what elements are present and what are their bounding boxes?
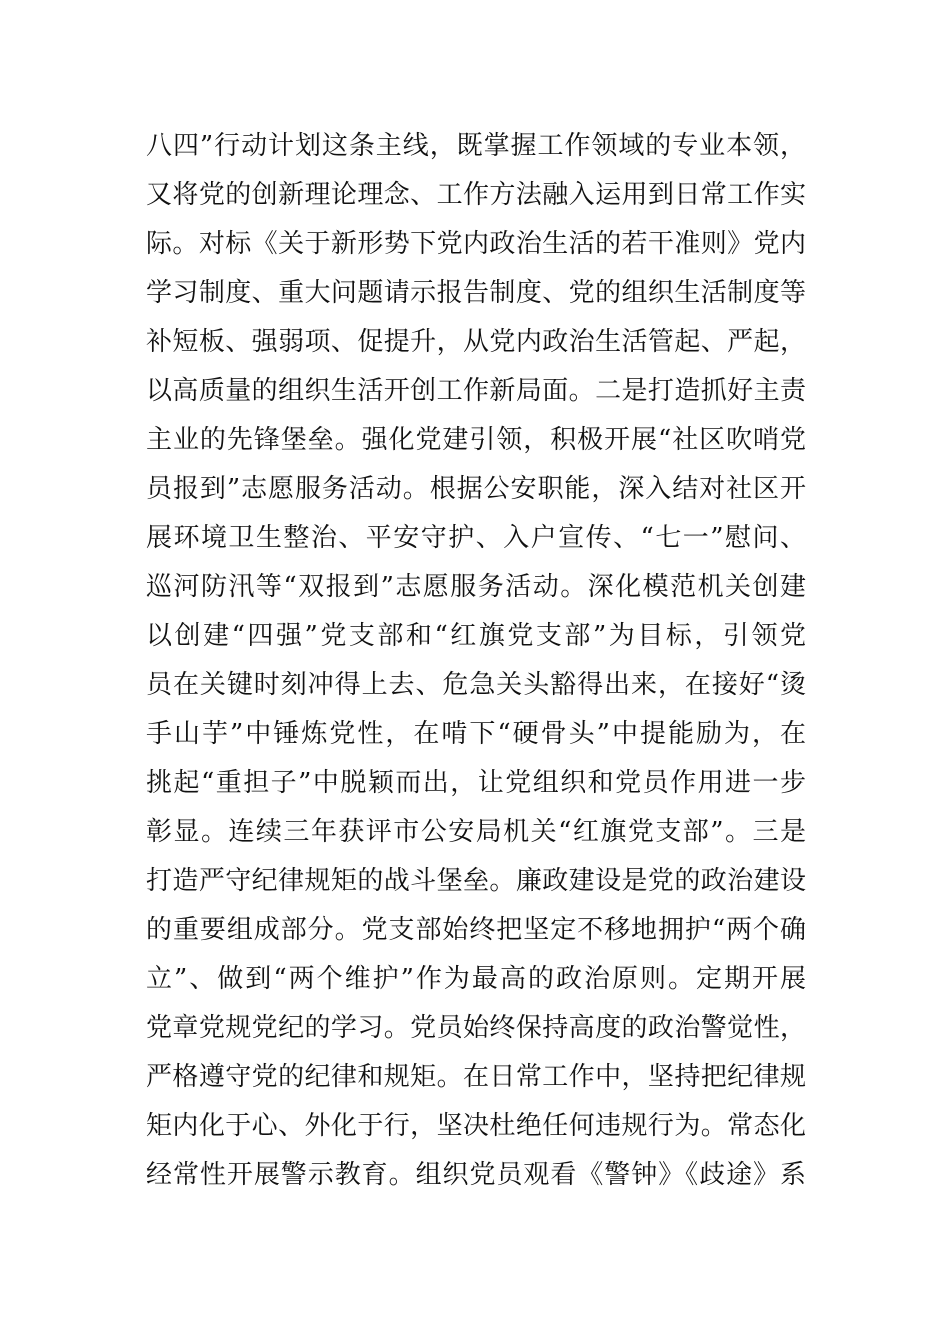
text-line: 打造严守纪律规矩的战斗堡垒。廉政建设是党的政治建设 bbox=[146, 866, 806, 896]
text-line: 员报到”志愿服务活动。根据公安职能，深入结对社区开 bbox=[146, 474, 806, 504]
text-line: 学习制度、重大问题请示报告制度、党的组织生活制度等 bbox=[146, 278, 806, 308]
text-line: 员在关键时刻冲得上去、危急关头豁得出来，在接好“烫 bbox=[146, 670, 806, 700]
text-line: 际。对标《关于新形势下党内政治生活的若干准则》党内 bbox=[146, 229, 806, 259]
text-line: 挑起“重担子”中脱颖而出，让党组织和党员作用进一步 bbox=[146, 768, 806, 798]
text-line: 以高质量的组织生活开创工作新局面。二是打造抓好主责 bbox=[146, 376, 806, 406]
text-line: 以创建“四强”党支部和“红旗党支部”为目标，引领党 bbox=[146, 621, 806, 651]
text-line: 党章党规党纪的学习。党员始终保持高度的政治警觉性， bbox=[146, 1013, 806, 1043]
text-line: 彰显。连续三年获评市公安局机关“红旗党支部”。三是 bbox=[146, 817, 806, 847]
text-line: 立”、做到“两个维护”作为最高的政治原则。定期开展 bbox=[146, 964, 806, 994]
text-line: 手山芋”中锤炼党性，在啃下“硬骨头”中提能励为，在 bbox=[146, 719, 806, 749]
text-line: 主业的先锋堡垒。强化党建引领，积极开展“社区吹哨党 bbox=[146, 425, 806, 455]
text-line: 的重要组成部分。党支部始终把坚定不移地拥护“两个确 bbox=[146, 915, 806, 945]
text-line: 矩内化于心、外化于行，坚决杜绝任何违规行为。常态化 bbox=[146, 1111, 806, 1141]
text-line: 巡河防汛等“双报到”志愿服务活动。深化模范机关创建 bbox=[146, 572, 806, 602]
text-line: 经常性开展警示教育。组织党员观看《警钟》《歧途》系 bbox=[146, 1160, 806, 1190]
text-line: 补短板、强弱项、促提升，从党内政治生活管起、严起， bbox=[146, 327, 806, 357]
text-line: 八四”行动计划这条主线，既掌握工作领域的专业本领， bbox=[146, 131, 806, 161]
body-text bbox=[146, 122, 806, 1200]
text-line: 又将党的创新理论理念、工作方法融入运用到日常工作实 bbox=[146, 180, 806, 210]
text-line: 展环境卫生整治、平安守护、入户宣传、“七一”慰问、 bbox=[146, 523, 806, 553]
text-line: 严格遵守党的纪律和规矩。在日常工作中，坚持把纪律规 bbox=[146, 1062, 806, 1092]
